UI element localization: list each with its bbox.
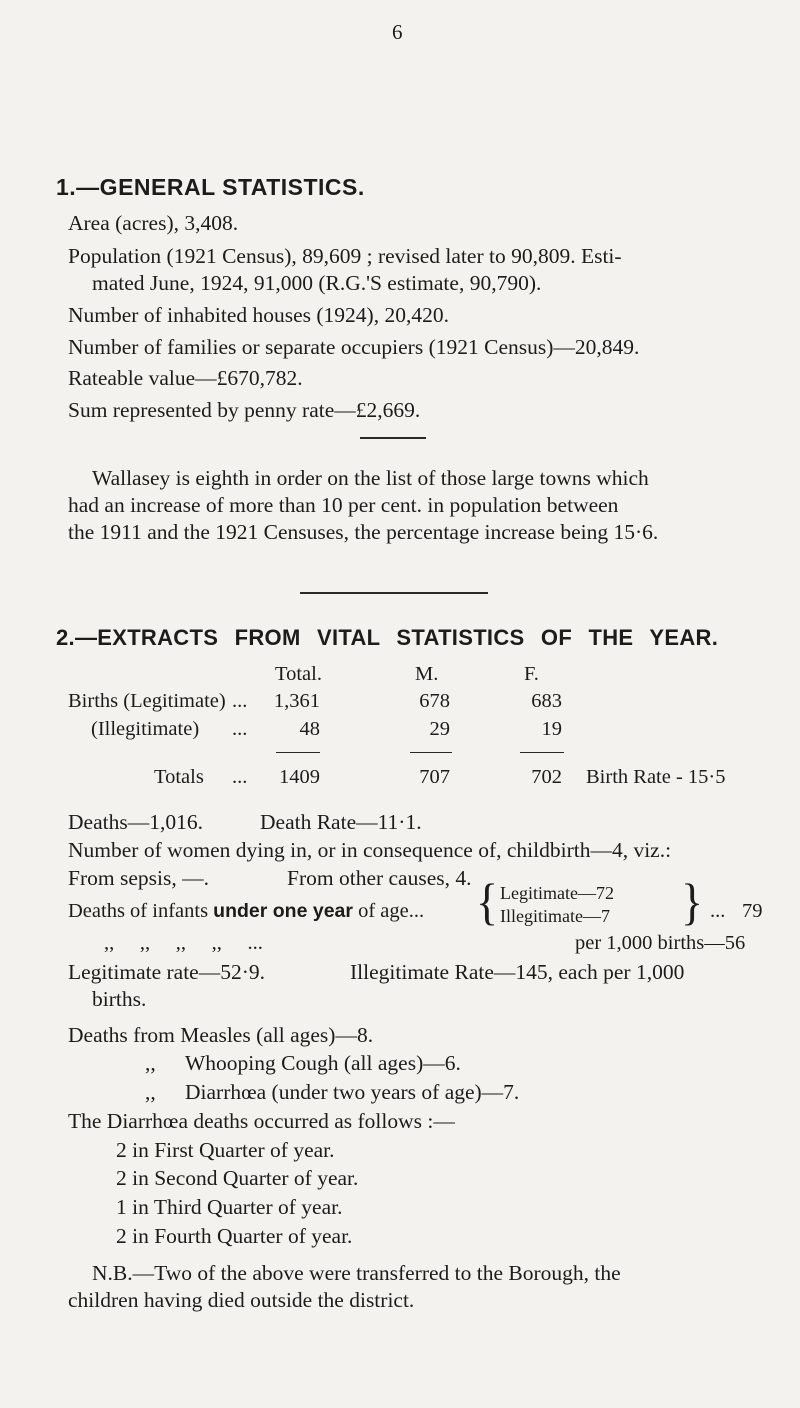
- sepsis-line: From sepsis, —.: [68, 866, 209, 890]
- col-header-total: Total.: [275, 663, 322, 685]
- diarrhoea-intro: The Diarrhœa deaths occurred as follows :—: [68, 1109, 455, 1133]
- deaths-total: Deaths—1,016.: [68, 810, 203, 834]
- quarter-fourth: 2 in Fourth Quarter of year.: [116, 1224, 353, 1248]
- totals-dots: ...: [232, 766, 248, 788]
- infant-rate-per-1000: per 1,000 births—56: [575, 932, 746, 954]
- m-column-rule: [410, 752, 452, 753]
- death-rate: Death Rate—11·1.: [260, 810, 422, 834]
- measles-deaths: Deaths from Measles (all ages)—8.: [68, 1023, 374, 1047]
- nb-line-2: children having died outside the district.: [68, 1288, 415, 1312]
- infant-deaths-total: 79: [742, 900, 763, 922]
- births-legitimate-m: 678: [419, 690, 450, 712]
- other-causes-line: From other causes, 4.: [287, 866, 472, 890]
- childbirth-deaths-line: Number of women dying in, or in consequence of, childbirth—4, viz.:: [68, 838, 672, 862]
- infant-deaths-label-bold: under one year: [213, 900, 353, 922]
- infant-deaths-label-end: of age...: [358, 900, 425, 922]
- quarter-first: 2 in First Quarter of year.: [116, 1138, 335, 1162]
- infant-deaths-dots: ...: [710, 900, 726, 922]
- area-line: Area (acres), 3,408.: [68, 211, 239, 235]
- infant-deaths-label-start: Deaths of infants: [68, 900, 209, 922]
- totals-m: 707: [419, 766, 450, 788]
- inhabited-houses-line: Number of inhabited houses (1924), 20,420.: [68, 303, 449, 327]
- left-brace: {: [476, 873, 499, 930]
- section-1-heading: 1.—GENERAL STATISTICS.: [56, 174, 365, 200]
- wallasey-paragraph-line-1: Wallasey is eighth in order on the list of those large towns which: [92, 466, 649, 490]
- whooping-cough-deaths: Whooping Cough (all ages)—6.: [185, 1051, 461, 1075]
- totals-label: Totals: [154, 766, 204, 788]
- births-illegitimate-total: 48: [299, 718, 320, 740]
- col-header-f: F.: [524, 663, 539, 685]
- right-brace: }: [681, 873, 704, 930]
- births-illegitimate-dots: ...: [232, 718, 248, 740]
- totals-total: 1409: [279, 766, 320, 788]
- birth-rate: Birth Rate - 15·5: [586, 766, 726, 788]
- section-2-heading: 2.—EXTRACTS FROM VITAL STATISTICS OF THE YEAR.: [56, 625, 719, 650]
- total-column-rule: [276, 752, 320, 753]
- quarter-third: 1 in Third Quarter of year.: [116, 1195, 343, 1219]
- births-illegitimate-label: (Illegitimate): [91, 718, 200, 740]
- births-legitimate-total: 1,361: [273, 690, 320, 712]
- births-illegitimate-m: 29: [429, 718, 450, 740]
- quarter-second: 2 in Second Quarter of year.: [116, 1166, 359, 1190]
- wallasey-paragraph-line-3: the 1911 and the 1921 Censuses, the percentage increase being 15·6.: [68, 520, 659, 544]
- rateable-value-line: Rateable value—£670,782.: [68, 366, 303, 390]
- totals-f: 702: [531, 766, 562, 788]
- infant-illegitimate: Illegitimate—7: [500, 906, 610, 926]
- divider-rule-1: [360, 437, 426, 439]
- wallasey-paragraph-line-2: had an increase of more than 10 per cent. in population between: [68, 493, 619, 517]
- births-legitimate-dots: ...: [232, 690, 248, 712]
- diarrhoea-deaths: Diarrhœa (under two years of age)—7.: [185, 1080, 520, 1104]
- penny-rate-line: Sum represented by penny rate—£2,669.: [68, 398, 421, 422]
- illegitimate-rate: Illegitimate Rate—145, each per 1,000: [350, 960, 685, 984]
- births-illegitimate-f: 19: [541, 718, 562, 740]
- births-legitimate-label: Births (Legitimate): [68, 690, 226, 712]
- divider-rule-2: [300, 592, 488, 594]
- births-word: births.: [92, 987, 147, 1011]
- births-legitimate-f: 683: [531, 690, 562, 712]
- population-line: Population (1921 Census), 89,609 ; revised later to 90,809. Esti-: [68, 244, 622, 268]
- infant-deaths-label: [68, 900, 424, 923]
- f-column-rule: [520, 752, 564, 753]
- population-line-cont: mated June, 1924, 91,000 (R.G.'S estimate, 90,790).: [92, 271, 542, 295]
- families-line: Number of families or separate occupiers (1921 Census)—20,849.: [68, 335, 640, 359]
- legitimate-rate: Legitimate rate—52·9.: [68, 960, 266, 984]
- page-number: 6: [392, 20, 403, 44]
- ditto-mark-diarrhoea: ,,: [145, 1080, 156, 1104]
- infant-legitimate: Legitimate—72: [500, 883, 614, 903]
- col-header-m: M.: [415, 663, 439, 685]
- ditto-mark-whooping: ,,: [145, 1051, 156, 1075]
- ditto-marks-row: ,, ,, ,, ,, ...: [104, 932, 263, 954]
- nb-line-1: N.B.—Two of the above were transferred to the Borough, the: [92, 1261, 621, 1285]
